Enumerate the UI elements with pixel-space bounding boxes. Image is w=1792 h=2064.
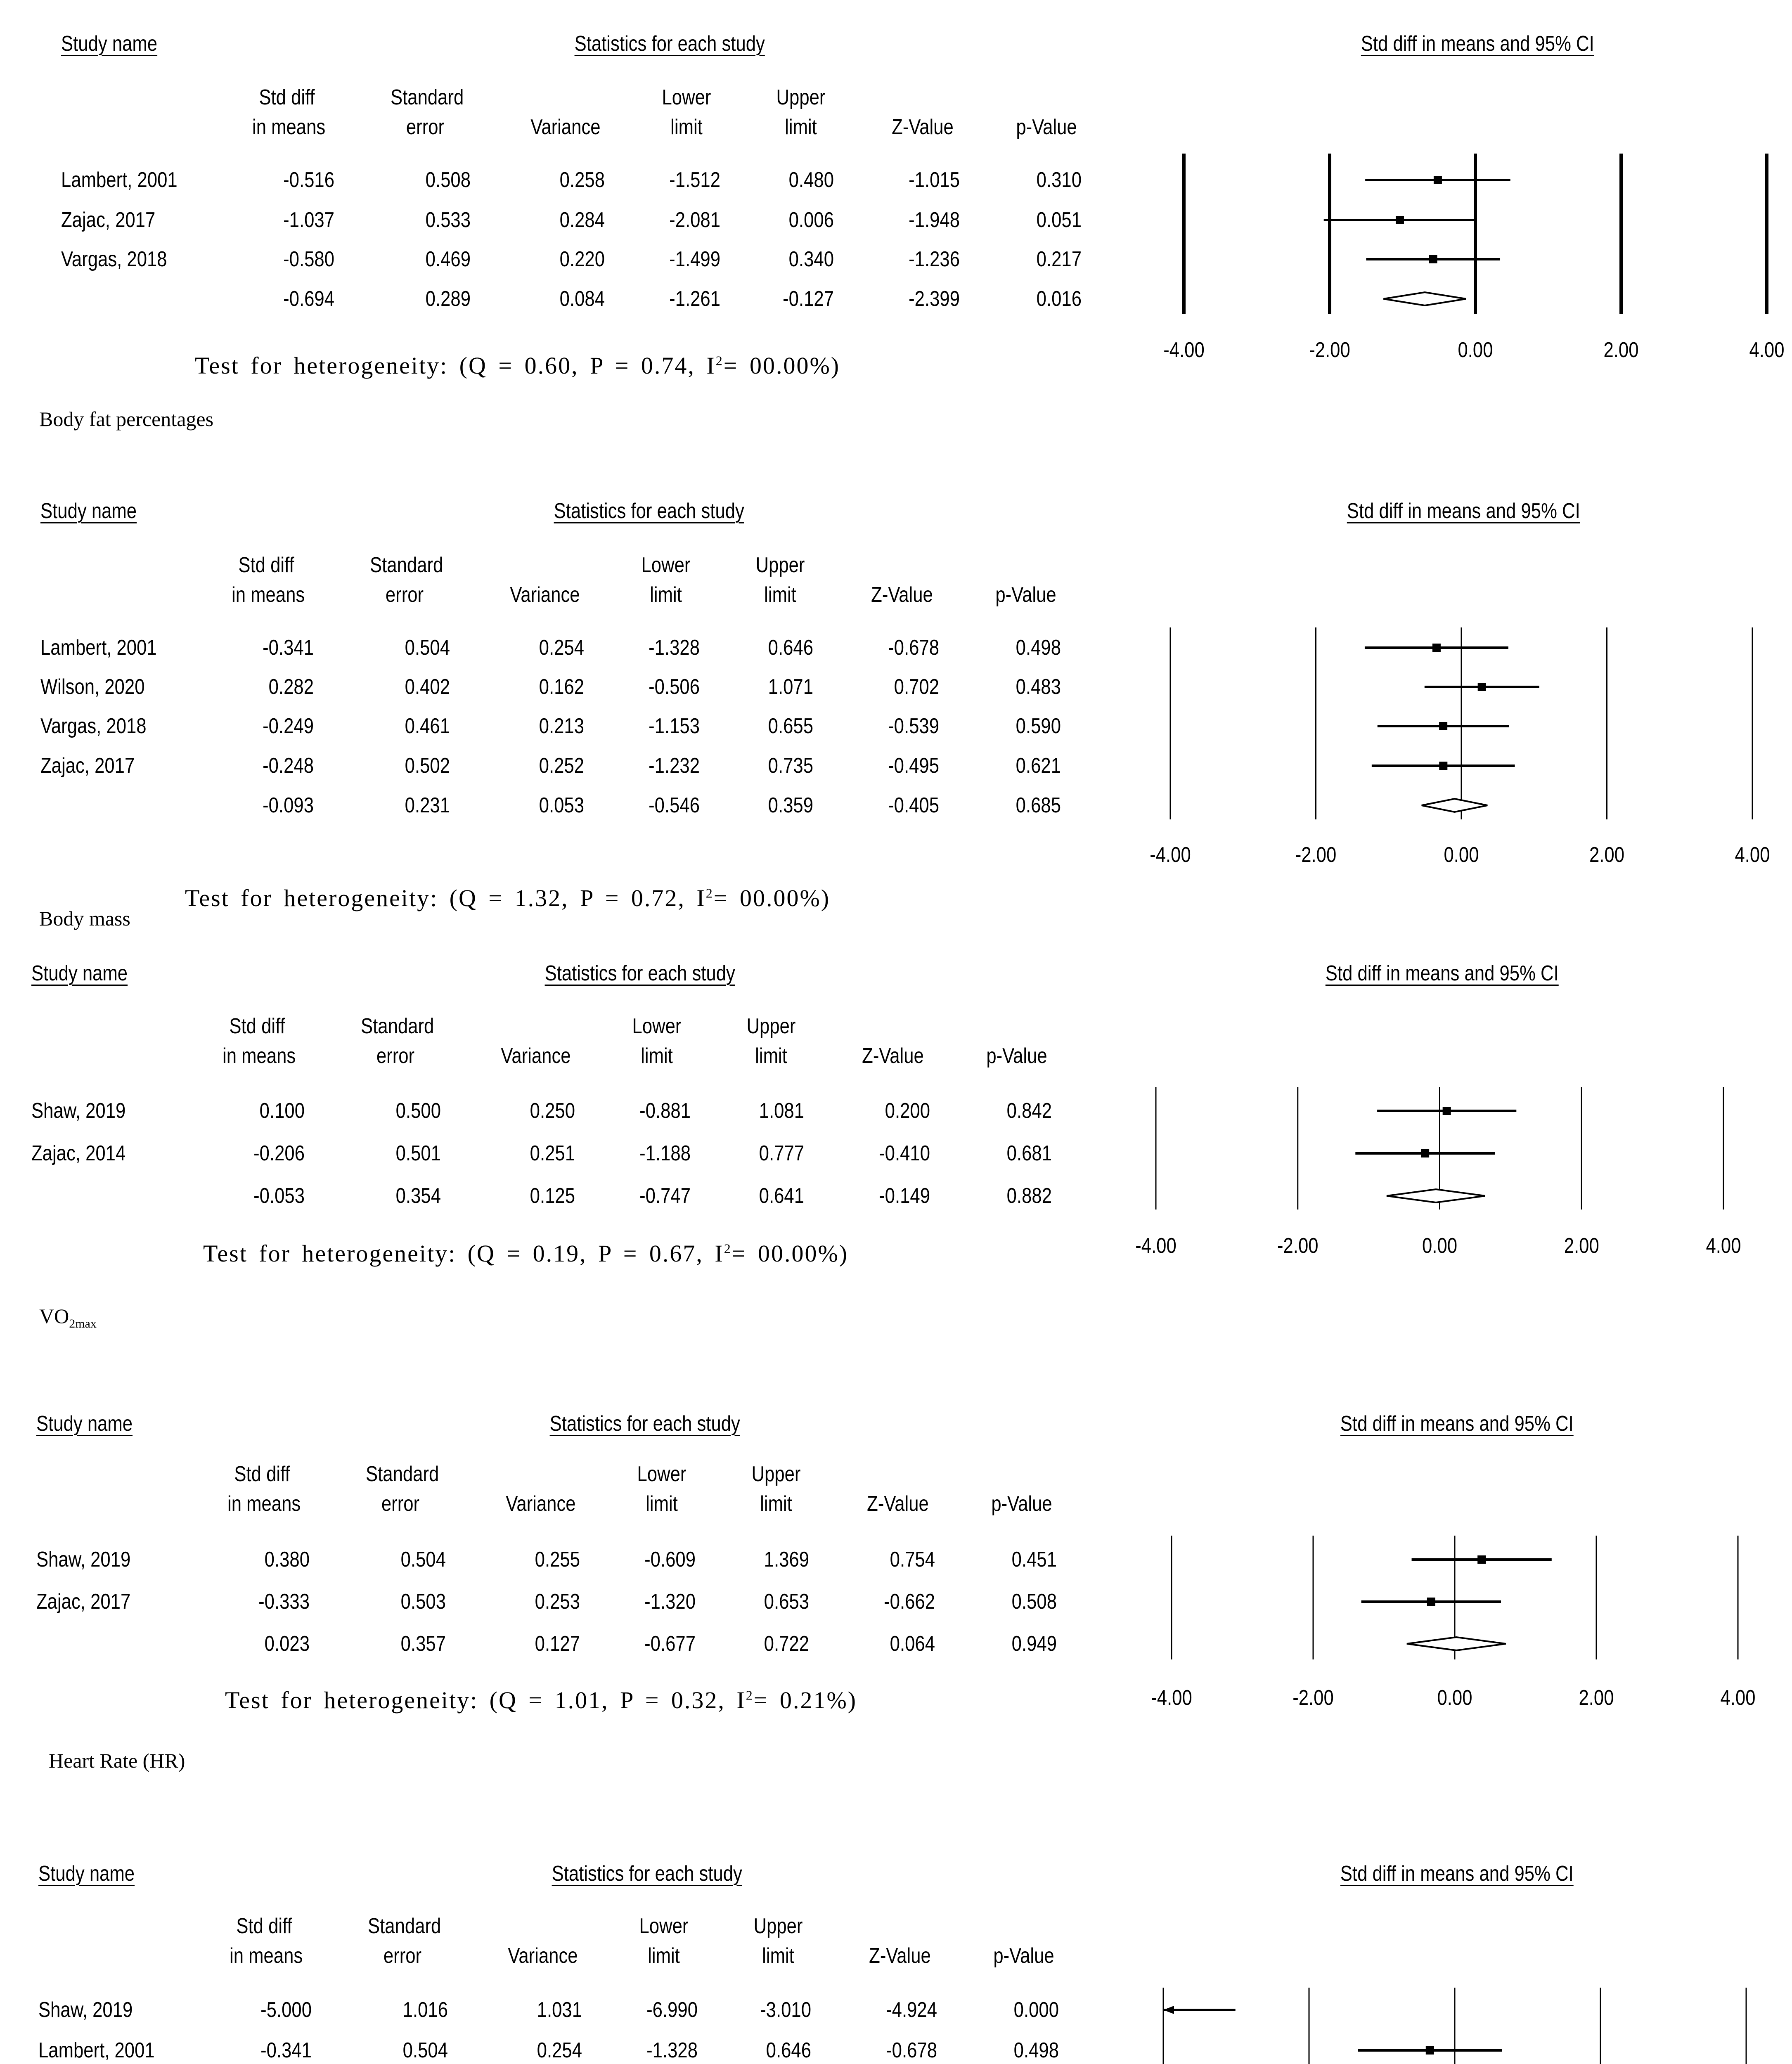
study-lower-value: -0.609 [644, 1548, 696, 1572]
plot-title: Std diff in means and 95% CI [1347, 499, 1580, 523]
study-upper-value: -3.010 [760, 1998, 811, 2022]
study-se-value: 0.504 [400, 1548, 446, 1572]
column-header-se: Standard [370, 553, 443, 577]
column-header-z: Z-Value [871, 583, 933, 607]
study-p-value: 0.590 [1016, 714, 1061, 738]
pooled-lower-value: -1.261 [669, 287, 720, 311]
study-se-value: 0.502 [405, 754, 450, 778]
study-p-value: 0.451 [1011, 1548, 1057, 1572]
column-header-z: Z-Value [867, 1492, 929, 1516]
outcome-label-text: Heart Rate (HR) [49, 1749, 185, 1772]
study-se-value: 1.016 [402, 1998, 448, 2022]
study-name: Vargas, 2018 [40, 714, 147, 738]
study-std-diff-value: -1.037 [283, 208, 334, 232]
study-variance-value: 0.250 [530, 1099, 575, 1123]
pooled-p-value: 0.882 [1006, 1184, 1052, 1208]
x-tick-label: -2.00 [1277, 1234, 1319, 1258]
outcome-label-text: Body fat percentages [39, 407, 214, 431]
column-header-std: Std diff [259, 85, 315, 109]
pooled-std-diff-value: -0.053 [253, 1184, 305, 1208]
column-header-std: in means [232, 583, 305, 607]
column-header-std: in means [252, 115, 326, 139]
study-lower-value: -2.081 [669, 208, 720, 232]
study-p-value: 0.498 [1016, 636, 1061, 660]
statistics-header: Statistics for each study [544, 961, 735, 985]
x-tick-label: 0.00 [1422, 1234, 1458, 1258]
study-std-diff-value: -0.580 [283, 247, 334, 271]
column-header-upper: limit [755, 1044, 787, 1068]
column-header-p: p-Value [991, 1492, 1052, 1516]
column-header-p: p-Value [1016, 115, 1077, 139]
column-header-upper: limit [764, 583, 796, 607]
i-squared-superscript: 2 [705, 885, 714, 901]
study-upper-value: 0.646 [768, 636, 813, 660]
column-header-lower: limit [650, 583, 682, 607]
study-upper-value: 0.646 [766, 2038, 811, 2062]
study-std-diff-value: -0.341 [263, 636, 314, 660]
study-variance-value: 0.254 [539, 636, 584, 660]
study-variance-value: 0.162 [539, 675, 584, 699]
outcome-label-subscript: 2max [69, 1317, 97, 1330]
x-tick-label: 4.00 [1720, 1686, 1756, 1710]
heterogeneity-value: = 0.21%) [753, 1687, 857, 1714]
study-p-value: 0.842 [1006, 1099, 1052, 1123]
pooled-z-value: -2.399 [909, 287, 960, 311]
study-std-diff-value: -0.249 [263, 714, 314, 738]
study-variance-value: 0.220 [559, 247, 605, 271]
study-z-value: -0.678 [888, 636, 939, 660]
study-name: Shaw, 2019 [36, 1548, 131, 1572]
study-lower-value: -1.232 [649, 754, 700, 778]
x-tick-label: 0.00 [1444, 843, 1479, 867]
study-se-value: 0.508 [425, 168, 471, 192]
x-tick-label: 4.00 [1749, 338, 1785, 362]
column-header-std: in means [227, 1492, 301, 1516]
study-z-value: -1.236 [909, 247, 960, 271]
study-lower-value: -1.328 [649, 636, 700, 660]
x-tick-label: 4.00 [1735, 843, 1770, 867]
study-std-diff-value: -0.206 [253, 1141, 305, 1165]
pooled-upper-value: 0.641 [759, 1184, 804, 1208]
statistics-header: Statistics for each study [549, 1412, 740, 1436]
study-std-diff-value: 0.282 [268, 675, 314, 699]
i-squared-superscript: 2 [746, 1688, 754, 1703]
pooled-se-value: 0.231 [405, 793, 450, 817]
column-header-se: Standard [361, 1014, 434, 1038]
column-header-std: in means [230, 1944, 303, 1968]
study-name: Zajac, 2017 [36, 1590, 131, 1614]
study-se-value: 0.503 [400, 1590, 446, 1614]
column-header-z: Z-Value [869, 1944, 931, 1968]
x-tick-label: -4.00 [1151, 1686, 1192, 1710]
column-header-se: error [376, 1044, 415, 1068]
column-header-p: p-Value [986, 1044, 1047, 1068]
column-header-se: error [383, 1944, 422, 1968]
column-header-variance: Variance [508, 1944, 578, 1968]
study-name-header: Study name [40, 499, 137, 523]
column-header-variance: Variance [530, 115, 601, 139]
heterogeneity-value: = 00.00%) [731, 1240, 849, 1267]
column-header-z: Z-Value [862, 1044, 924, 1068]
study-upper-value: 1.071 [768, 675, 813, 699]
point-estimate [1426, 2046, 1434, 2055]
column-header-se: error [385, 583, 424, 607]
column-header-upper: Upper [751, 1462, 801, 1486]
column-header-lower: Lower [662, 85, 711, 109]
study-name: Shaw, 2019 [38, 1998, 133, 2022]
column-header-std: Std diff [236, 1914, 292, 1938]
pooled-variance-value: 0.127 [535, 1632, 580, 1656]
study-name: Lambert, 2001 [40, 636, 157, 660]
column-header-variance: Variance [506, 1492, 576, 1516]
study-se-value: 0.504 [402, 2038, 448, 2062]
study-p-value: 0.681 [1006, 1141, 1052, 1165]
study-p-value: 0.310 [1036, 168, 1082, 192]
pooled-se-value: 0.354 [395, 1184, 441, 1208]
study-p-value: 0.508 [1011, 1590, 1057, 1614]
study-p-value: 0.051 [1036, 208, 1082, 232]
study-std-diff-value: -5.000 [260, 1998, 312, 2022]
study-upper-value: 0.655 [768, 714, 813, 738]
column-header-upper: Upper [753, 1914, 803, 1938]
column-header-lower: limit [670, 115, 703, 139]
pooled-se-value: 0.289 [425, 287, 471, 311]
study-name-header: Study name [36, 1412, 133, 1436]
column-header-variance: Variance [501, 1044, 571, 1068]
pooled-lower-value: -0.546 [649, 793, 700, 817]
x-tick-label: -2.00 [1293, 1686, 1334, 1710]
study-p-value: 0.217 [1036, 247, 1082, 271]
pooled-std-diff-value: 0.023 [264, 1632, 310, 1656]
pooled-z-value: 0.064 [890, 1632, 935, 1656]
study-std-diff-value: -0.248 [263, 754, 314, 778]
x-tick-label: -4.00 [1135, 1234, 1177, 1258]
study-name: Zajac, 2017 [61, 208, 156, 232]
pooled-variance-value: 0.125 [530, 1184, 575, 1208]
study-name-header: Study name [31, 961, 128, 985]
study-z-value: -0.662 [884, 1590, 935, 1614]
column-header-upper: limit [762, 1944, 794, 1968]
column-header-p: p-Value [995, 583, 1056, 607]
heterogeneity-text: Test for heterogeneity: (Q = 1.32, P = 0.72, I [185, 885, 706, 911]
column-header-lower: Lower [641, 553, 691, 577]
study-lower-value: -1.188 [639, 1141, 691, 1165]
study-name: Lambert, 2001 [61, 168, 178, 192]
pooled-lower-value: -0.677 [644, 1632, 696, 1656]
x-tick-label: 0.00 [1437, 1686, 1472, 1710]
statistics-header: Statistics for each study [574, 32, 765, 56]
column-header-se: error [406, 115, 445, 139]
heterogeneity-value: = 00.00%) [723, 352, 840, 379]
outcome-label-text: VO [39, 1304, 69, 1328]
study-upper-value: 0.777 [759, 1141, 804, 1165]
x-tick-label: 2.00 [1589, 843, 1625, 867]
column-header-upper: Upper [746, 1014, 796, 1038]
plot-title: Std diff in means and 95% CI [1340, 1862, 1574, 1886]
study-variance-value: 0.284 [559, 208, 605, 232]
heterogeneity-text: Test for heterogeneity: (Q = 0.60, P = 0.74, I [195, 352, 716, 379]
column-header-se: Standard [391, 85, 464, 109]
study-se-value: 0.504 [405, 636, 450, 660]
column-header-std: Std diff [234, 1462, 290, 1486]
heterogeneity-text: Test for heterogeneity: (Q = 0.19, P = 0.67, I [203, 1240, 724, 1267]
study-se-value: 0.500 [395, 1099, 441, 1123]
study-lower-value: -1.499 [669, 247, 720, 271]
column-header-upper: limit [760, 1492, 792, 1516]
column-header-upper: Upper [755, 553, 805, 577]
study-z-value: -0.539 [888, 714, 939, 738]
study-variance-value: 0.258 [559, 168, 605, 192]
x-tick-label: 0.00 [1458, 338, 1493, 362]
study-name: Zajac, 2017 [40, 754, 135, 778]
x-tick-label: 2.00 [1603, 338, 1639, 362]
study-name: Wilson, 2020 [40, 675, 145, 699]
study-variance-value: 0.251 [530, 1141, 575, 1165]
study-std-diff-value: -0.333 [258, 1590, 310, 1614]
outcome-label-text: Body mass [39, 907, 130, 930]
pooled-variance-value: 0.084 [559, 287, 605, 311]
heterogeneity-value: = 00.00%) [713, 885, 831, 911]
column-header-upper: limit [785, 115, 817, 139]
pooled-variance-value: 0.053 [539, 793, 584, 817]
statistics-header: Statistics for each study [552, 1862, 742, 1886]
column-header-variance: Variance [510, 583, 580, 607]
study-se-value: 0.501 [395, 1141, 441, 1165]
plot-title: Std diff in means and 95% CI [1361, 32, 1594, 56]
i-squared-superscript: 2 [724, 1241, 732, 1256]
study-std-diff-value: -0.516 [283, 168, 334, 192]
study-z-value: -0.678 [886, 2038, 937, 2062]
study-p-value: 0.498 [1013, 2038, 1059, 2062]
study-upper-value: 1.369 [764, 1548, 809, 1572]
pooled-z-value: -0.405 [888, 793, 939, 817]
column-header-se: error [381, 1492, 420, 1516]
pooled-p-value: 0.685 [1016, 793, 1061, 817]
study-z-value: 0.754 [890, 1548, 935, 1572]
study-std-diff-value: -0.341 [260, 2038, 312, 2062]
pooled-upper-value: 0.359 [768, 793, 813, 817]
study-p-value: 0.483 [1016, 675, 1061, 699]
column-header-p: p-Value [993, 1944, 1054, 1968]
study-se-value: 0.533 [425, 208, 471, 232]
study-lower-value: -1.512 [669, 168, 720, 192]
plot-title: Std diff in means and 95% CI [1340, 1412, 1574, 1436]
statistics-header: Statistics for each study [554, 499, 744, 523]
study-lower-value: -1.153 [649, 714, 700, 738]
study-lower-value: -6.990 [646, 1998, 698, 2022]
study-z-value: 0.702 [894, 675, 939, 699]
study-z-value: 0.200 [885, 1099, 930, 1123]
column-header-std: in means [223, 1044, 296, 1068]
study-se-value: 0.469 [425, 247, 471, 271]
column-header-se: Standard [366, 1462, 439, 1486]
clipped-arrow [1163, 2006, 1174, 2014]
pooled-std-diff-value: -0.694 [283, 287, 334, 311]
study-variance-value: 0.253 [535, 1590, 580, 1614]
study-upper-value: 0.006 [788, 208, 834, 232]
pooled-upper-value: 0.722 [764, 1632, 809, 1656]
i-squared-superscript: 2 [715, 353, 724, 368]
column-header-lower: Lower [639, 1914, 689, 1938]
column-header-lower: Lower [637, 1462, 686, 1486]
study-p-value: 0.621 [1016, 754, 1061, 778]
study-se-value: 0.402 [405, 675, 450, 699]
column-header-std: Std diff [238, 553, 294, 577]
column-header-lower: limit [641, 1044, 673, 1068]
column-header-std: Std diff [229, 1014, 285, 1038]
pooled-p-value: 0.949 [1011, 1632, 1057, 1656]
x-tick-label: 4.00 [1706, 1234, 1741, 1258]
study-se-value: 0.461 [405, 714, 450, 738]
column-header-se: Standard [368, 1914, 441, 1938]
column-header-lower: limit [646, 1492, 678, 1516]
pooled-lower-value: -0.747 [639, 1184, 691, 1208]
study-variance-value: 0.254 [537, 2038, 582, 2062]
study-std-diff-value: 0.380 [264, 1548, 310, 1572]
x-tick-label: 2.00 [1564, 1234, 1599, 1258]
x-tick-label: -2.00 [1295, 843, 1337, 867]
pooled-se-value: 0.357 [400, 1632, 446, 1656]
study-variance-value: 1.031 [537, 1998, 582, 2022]
study-variance-value: 0.255 [535, 1548, 580, 1572]
study-lower-value: -0.506 [649, 675, 700, 699]
study-p-value: 0.000 [1013, 1998, 1059, 2022]
x-tick-label: -2.00 [1309, 338, 1350, 362]
study-name: Vargas, 2018 [61, 247, 167, 271]
study-name: Zajac, 2014 [31, 1141, 126, 1165]
study-name-header: Study name [61, 32, 158, 56]
study-name: Shaw, 2019 [31, 1099, 126, 1123]
study-upper-value: 1.081 [759, 1099, 804, 1123]
pooled-std-diff-value: -0.093 [263, 793, 314, 817]
x-tick-label: 2.00 [1579, 1686, 1614, 1710]
study-lower-value: -0.881 [639, 1099, 691, 1123]
study-variance-value: 0.252 [539, 754, 584, 778]
x-tick-label: -4.00 [1150, 843, 1191, 867]
x-tick-label: -4.00 [1163, 338, 1205, 362]
study-z-value: -4.924 [886, 1998, 937, 2022]
column-header-upper: Upper [776, 85, 826, 109]
pooled-p-value: 0.016 [1036, 287, 1082, 311]
study-z-value: -0.410 [879, 1141, 930, 1165]
study-z-value: -1.948 [909, 208, 960, 232]
study-upper-value: 0.653 [764, 1590, 809, 1614]
study-lower-value: -1.320 [644, 1590, 696, 1614]
study-z-value: -1.015 [909, 168, 960, 192]
plot-title: Std diff in means and 95% CI [1325, 961, 1559, 985]
study-upper-value: 0.735 [768, 754, 813, 778]
study-z-value: -0.495 [888, 754, 939, 778]
study-variance-value: 0.213 [539, 714, 584, 738]
study-std-diff-value: 0.100 [259, 1099, 305, 1123]
column-header-lower: Lower [632, 1014, 682, 1038]
heterogeneity-text: Test for heterogeneity: (Q = 1.01, P = 0.32, I [225, 1687, 746, 1714]
column-header-lower: limit [648, 1944, 680, 1968]
study-upper-value: 0.340 [788, 247, 834, 271]
study-upper-value: 0.480 [788, 168, 834, 192]
column-header-z: Z-Value [892, 115, 954, 139]
study-name: Lambert, 2001 [38, 2038, 155, 2062]
study-lower-value: -1.328 [646, 2038, 698, 2062]
pooled-z-value: -0.149 [879, 1184, 930, 1208]
study-name-header: Study name [38, 1862, 135, 1886]
pooled-upper-value: -0.127 [783, 287, 834, 311]
